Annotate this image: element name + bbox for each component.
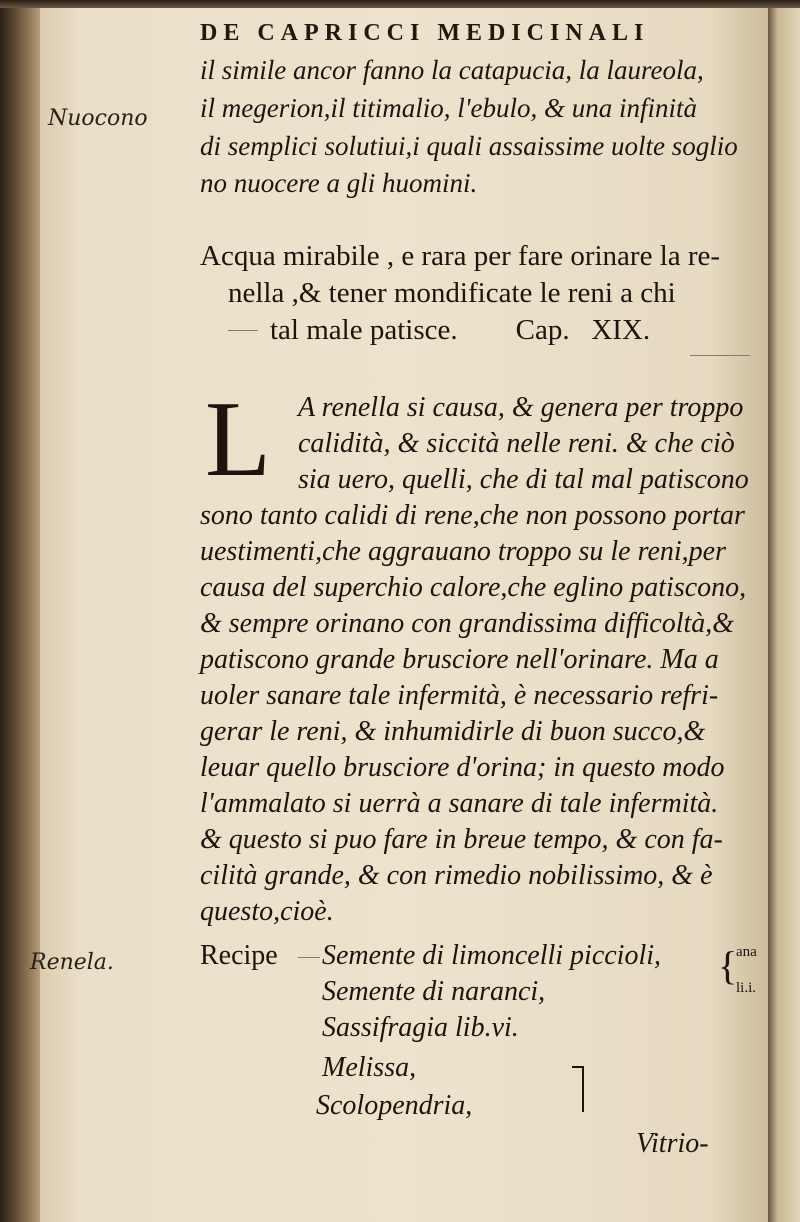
chapter-heading-line: tal male patisce. Cap. XIX.	[270, 314, 651, 346]
recipe-ana: ana	[736, 944, 757, 960]
adjacent-page-edge	[768, 0, 800, 1222]
body-line: sia uero, quelli, che di tal mal patiscono	[298, 464, 749, 495]
body-line: causa del superchio calore,che eglino patiscono,	[200, 572, 747, 603]
intro-line: il megerion,il titimalio, l'ebulo, & una infinità	[200, 93, 698, 123]
body-line: calidità, & siccità nelle reni. & che ciò	[298, 428, 735, 459]
recipe-label: Recipe	[200, 940, 278, 971]
chapter-heading-line: nella ,& tener mondificate le reni a chi	[228, 277, 676, 309]
chapter-heading-line: Acqua mirabile , e rara per fare orinare la re-	[200, 240, 721, 272]
body-line: uoler sanare tale infermità, è necessario refri-	[200, 680, 719, 711]
recipe-item: Scolopendria,	[316, 1090, 473, 1121]
body-line: A renella si causa, & genera per troppo	[298, 392, 744, 423]
recipe-dash	[298, 957, 320, 958]
intro-line: no nuocere a gli huomini.	[200, 168, 478, 198]
bracket-icon	[572, 1066, 584, 1112]
recipe-item: Sassifragia lib.vi.	[322, 1012, 519, 1043]
body-line: l'ammalato si uerrà a sanare di tale infermità.	[200, 788, 719, 819]
body-line: uestimenti,che aggrauano troppo su le reni,per	[200, 536, 726, 567]
book-binding	[0, 0, 40, 1222]
decorative-rule	[690, 355, 750, 356]
recipe-quantity: li.i.	[736, 980, 757, 996]
recipe-item: Semente di limoncelli piccioli,	[322, 940, 662, 971]
recipe-item: Semente di naranci,	[322, 976, 546, 1007]
body-line: & questo si puo fare in breue tempo, & con fa-	[200, 824, 723, 855]
body-line: leuar quello brusciore d'orina; in questo modo	[200, 752, 725, 783]
decorative-dash	[228, 330, 258, 331]
recipe-item: Melissa,	[322, 1052, 417, 1083]
top-edge	[0, 0, 800, 8]
margin-note-renela: Renela.	[30, 950, 114, 975]
body-line: questo,cioè.	[200, 896, 334, 927]
body-line: sono tanto calidi di rene,che non possono portar	[200, 500, 745, 531]
drop-cap: L	[205, 380, 271, 499]
margin-note-nuocono: Nuocono	[48, 106, 148, 131]
brace-icon: {	[718, 943, 738, 988]
intro-line: il simile ancor fanno la catapucia, la laureola,	[200, 55, 704, 85]
body-line: cilità grande, & con rimedio nobilissimo, & è	[200, 860, 713, 891]
catchword: Vitrio-	[636, 1128, 709, 1159]
running-head: DE CAPRICCI MEDICINALI	[200, 20, 650, 46]
body-line: gerar le reni, & inhumidirle di buon succo,&	[200, 716, 706, 747]
body-line: & sempre orinano con grandissima difficoltà,&	[200, 608, 735, 639]
intro-line: di semplici solutiui,i quali assaissime uolte soglio	[200, 131, 738, 161]
body-line: patiscono grande brusciore nell'orinare. Ma a	[200, 644, 719, 675]
